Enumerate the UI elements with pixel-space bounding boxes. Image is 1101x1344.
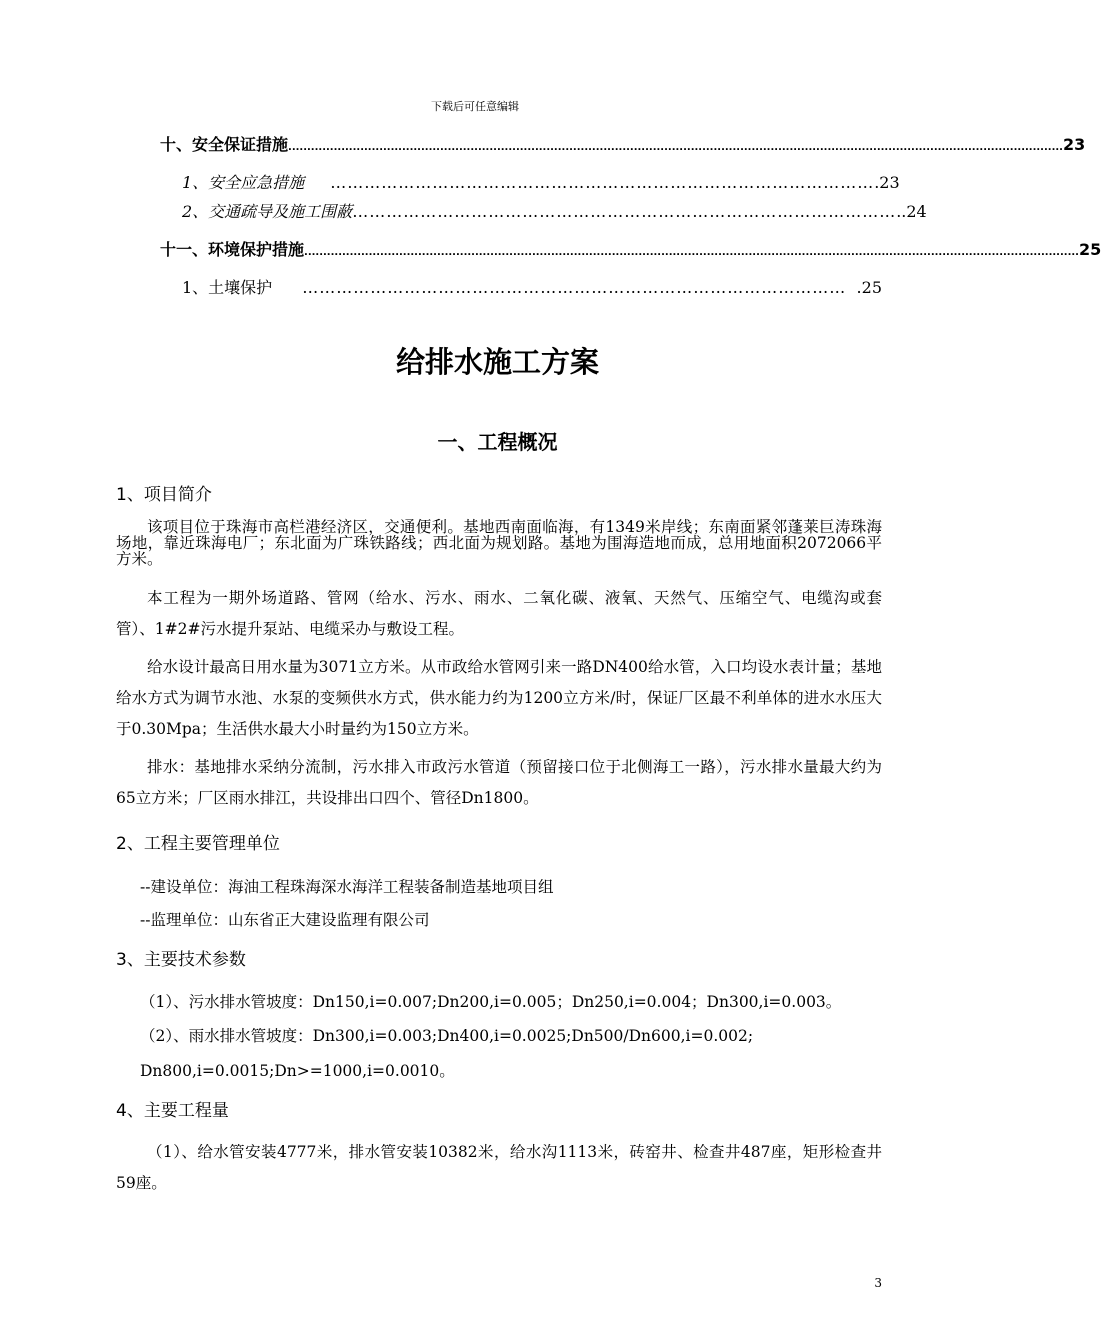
subheading-project-intro: 1、项目简介 xyxy=(116,485,212,505)
document-title: 给排水施工方案 xyxy=(395,345,599,379)
toc-page: ..24 xyxy=(896,202,927,221)
unit-supervision: --监理单位：山东省正大建设监理有限公司 xyxy=(140,911,430,929)
param-rain-slope-cont: Dn800,i=0.0015;Dn>=1000,i=0.0010。 xyxy=(140,1062,455,1080)
param-rain-slope: （2）、雨水排水管坡度：Dn300,i=0.003;Dn400,i=0.0025;Dn500/Dn600,i=0.002; xyxy=(140,1027,754,1045)
toc-page: .25 xyxy=(856,278,882,297)
toc-label: 1、土壤保护 xyxy=(182,278,273,297)
paragraph-scope: 本工程为一期外场道路、管网（给水、污水、雨水、二氧化碳、液氧、天然气、压缩空气、电缆沟或套管）、1#2#污水提升泵站、电缆采办与敷设工程。 xyxy=(116,589,882,638)
toc-page: 25 xyxy=(1078,240,1101,259)
toc-page: .23 xyxy=(874,173,900,192)
page-number: 3 xyxy=(874,1276,882,1290)
toc-label: 2、交通疏导及施工围蔽 xyxy=(182,202,353,221)
section-title: 一、工程概况 xyxy=(437,430,558,454)
toc-entry-traffic[interactable] xyxy=(182,199,927,223)
subheading-tech-params: 3、主要技术参数 xyxy=(116,950,246,970)
toc-leader-dots: ............................................................................................................................................................................................................ xyxy=(288,142,1063,153)
paragraph-water-supply: 给水设计最高日用水量为3071立方米。从市政给水管网引来一路DN400给水管，入口均设水表计量；基地给水方式为调节水池、水泵的变频供水方式，供水能力约为1200立方米/时，保证厂区最不利单体的进水水压大于0.30Mpa；生活供水最大小时量约为150立方米。 xyxy=(116,658,882,738)
toc-leader-dots: …………………………………………………………………………………… xyxy=(302,278,847,297)
toc-entry-safety[interactable] xyxy=(160,132,1086,156)
subheading-quantities: 4、主要工程量 xyxy=(116,1101,229,1121)
paragraph-drainage: 排水：基地排水采纳分流制，污水排入市政污水管道（预留接口位于北侧海工一路），污水排水量最大约为65立方米；厂区雨水排江，共设排出口四个、管径Dn1800。 xyxy=(116,758,882,807)
unit-construction: --建设单位：海油工程珠海深水海洋工程装备制造基地项目组 xyxy=(140,878,554,896)
toc-entry-environment[interactable] xyxy=(160,237,1101,261)
toc-label: 1、安全应急措施 xyxy=(182,173,305,192)
toc-leader-dots: …………………………………………………………………………………… xyxy=(330,173,875,192)
toc-leader-dots: …………………………………………………………………………………… xyxy=(352,202,897,221)
subheading-management-units: 2、工程主要管理单位 xyxy=(116,834,280,854)
paragraph-project-intro: 该项目位于珠海市高栏港经济区，交通便利。基地西南面临海，有1349米岸线；东南面紧邻蓬莱巨涛珠海场地，靠近珠海电厂；东北面为广珠铁路线；西北面为规划路。基地为围海造地而成，总用地面积2072066平方米。 xyxy=(116,518,882,568)
toc-label: 十、安全保证措施 xyxy=(160,135,289,154)
header-note: 下载后可任意编辑 xyxy=(431,100,519,113)
toc-entry-soil[interactable] xyxy=(182,275,882,299)
toc-label: 十一、环境保护措施 xyxy=(160,240,305,259)
toc-entry-emergency[interactable] xyxy=(182,170,900,194)
paragraph-quantities: （1）、给水管安装4777米，排水管安装10382米，给水沟1113米，砖窑井、检查井487座，矩形检查井59座。 xyxy=(116,1143,882,1192)
param-sewage-slope: （1）、污水排水管坡度：Dn150,i=0.007;Dn200,i=0.005；Dn250,i=0.004；Dn300,i=0.003。 xyxy=(140,993,842,1011)
toc-page: 23 xyxy=(1062,135,1086,154)
toc-leader-dots: ............................................................................................................................................................................................................ xyxy=(304,247,1079,258)
